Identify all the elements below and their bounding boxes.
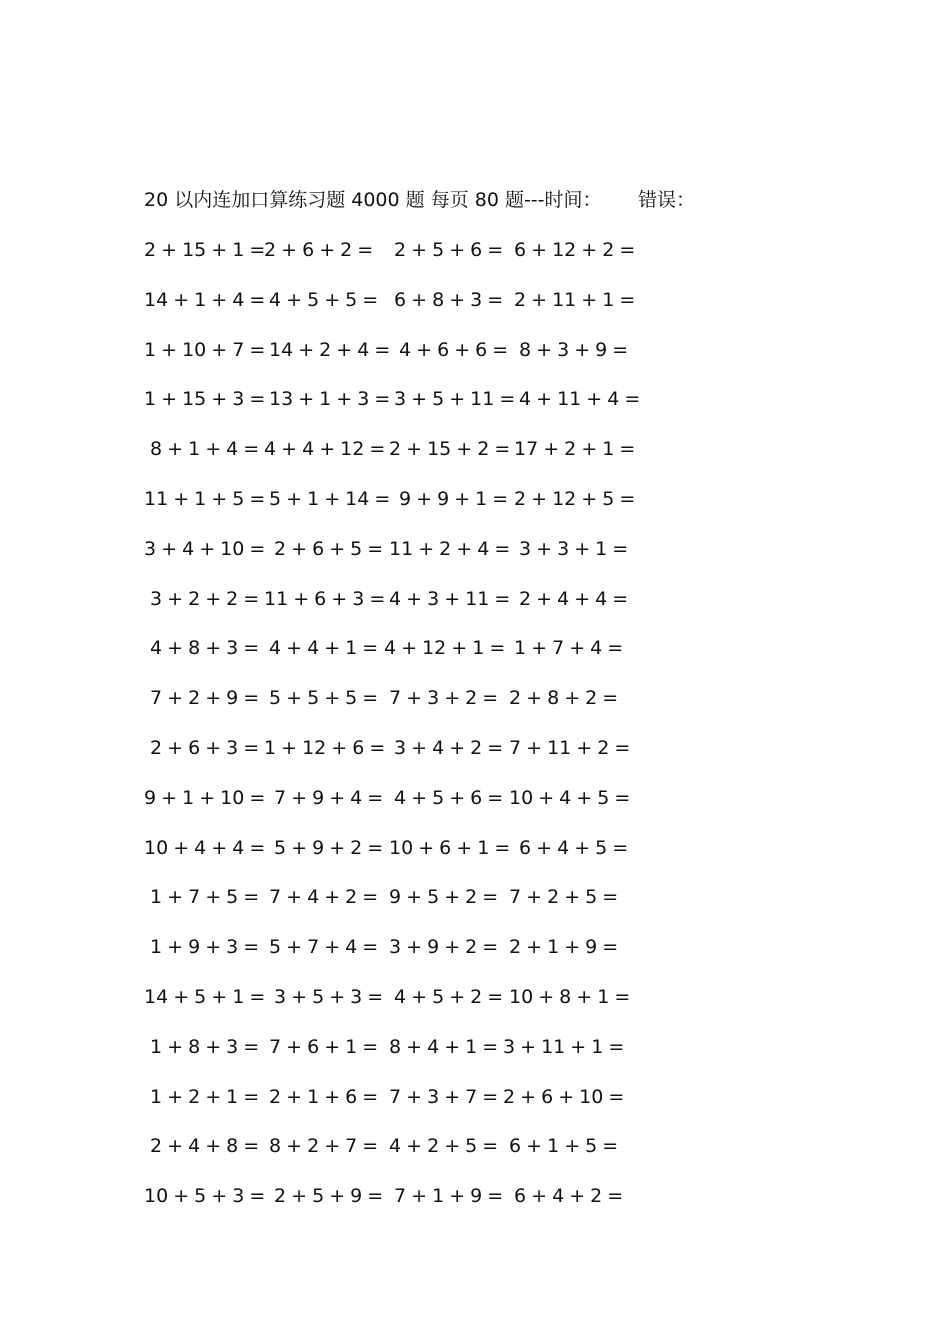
problem-cell: 2 + 5 + 9 = [274,1185,384,1208]
problem-row [144,285,664,335]
problem-row [144,733,664,783]
problem-cell: 4 + 3 + 11 = [389,587,511,610]
problem-row [144,434,664,484]
problem-cell: 7 + 1 + 9 = [394,1185,504,1208]
problem-row [144,833,664,883]
problem-cell: 3 + 2 + 2 = [150,587,260,610]
worksheet-title: 20 以内连加口算练习题 4000 题 每页 80 题---时间： [144,189,602,211]
problem-cell: 1 + 9 + 3 = [150,936,260,959]
problem-cell: 1 + 15 + 3 = [144,388,266,411]
problem-cell: 8 + 2 + 7 = [269,1135,379,1158]
problem-cell: 4 + 8 + 3 = [150,637,260,660]
problem-cell: 6 + 12 + 2 = [514,239,636,261]
problem-row [144,1181,664,1231]
problem-cell: 10 + 4 + 4 = [144,836,266,859]
problem-cell: 4 + 12 + 1 = [384,637,506,660]
problem-cell: 7 + 3 + 7 = [389,1085,499,1108]
problem-cell: 14 + 5 + 1 = [144,985,266,1008]
problem-cell: 4 + 5 + 6 = [394,786,504,809]
problem-cell: 3 + 4 + 2 = [394,736,504,759]
problem-row [144,683,664,733]
problem-cell: 6 + 8 + 3 = [394,288,504,311]
problem-cell: 10 + 4 + 5 = [509,786,631,809]
problem-row [144,534,664,584]
problem-cell: 7 + 2 + 9 = [150,687,260,710]
problem-cell: 3 + 5 + 11 = [394,388,516,411]
problem-cell: 2 + 6 + 3 = [150,736,260,759]
problem-row [144,384,664,434]
problem-cell: 8 + 1 + 4 = [150,438,260,461]
problem-row [144,882,664,932]
problem-cell: 3 + 4 + 10 = [144,537,266,560]
problem-cell: 6 + 4 + 5 = [519,836,629,859]
problem-cell: 1 + 8 + 3 = [150,1035,260,1058]
problem-row [144,982,664,1032]
problem-cell: 7 + 11 + 2 = [509,736,631,759]
problem-cell: 6 + 1 + 5 = [509,1135,619,1158]
problem-cell: 2 + 6 + 2 = [264,239,374,261]
problem-cell: 7 + 9 + 4 = [274,786,384,809]
problem-cell: 8 + 3 + 9 = [519,338,629,361]
problem-cell: 10 + 8 + 1 = [509,985,631,1008]
problem-cell: 1 + 7 + 5 = [150,886,260,909]
problem-cell: 2 + 1 + 6 = [269,1085,379,1108]
problem-cell: 4 + 4 + 1 = [269,637,379,660]
problem-cell: 13 + 1 + 3 = [269,388,391,411]
problem-cell: 8 + 4 + 1 = [389,1035,499,1058]
problem-cell: 2 + 15 + 2 = [389,438,511,461]
problem-cell: 3 + 5 + 3 = [274,985,384,1008]
problem-cell: 4 + 5 + 2 = [394,985,504,1008]
problem-cell: 5 + 9 + 2 = [274,836,384,859]
problem-row [144,335,664,385]
problem-cell: 4 + 4 + 12 = [264,438,386,461]
problem-cell: 3 + 11 + 1 = [503,1035,625,1058]
problem-cell: 2 + 12 + 5 = [514,487,636,510]
problem-cell: 2 + 8 + 2 = [509,687,619,710]
problem-cell: 11 + 1 + 5 = [144,487,266,510]
problem-cell: 2 + 15 + 1 = [144,239,266,261]
problem-row [144,484,664,534]
problem-cell: 4 + 11 + 4 = [519,388,641,411]
problem-cell: 4 + 2 + 5 = [389,1135,499,1158]
problem-cell: 3 + 3 + 1 = [519,537,629,560]
problem-cell: 5 + 7 + 4 = [269,936,379,959]
problem-cell: 2 + 6 + 10 = [503,1085,625,1108]
problem-cell: 4 + 6 + 6 = [399,338,509,361]
problem-cell: 14 + 2 + 4 = [269,338,391,361]
problem-row [144,1032,664,1082]
problem-cell: 10 + 6 + 1 = [389,836,511,859]
problem-cell: 2 + 11 + 1 = [514,288,636,311]
problem-row [144,783,664,833]
problem-cell: 7 + 6 + 1 = [269,1035,379,1058]
problem-cell: 9 + 1 + 10 = [144,786,266,809]
problem-cell: 7 + 2 + 5 = [509,886,619,909]
problem-cell: 2 + 1 + 9 = [509,936,619,959]
problem-cell: 2 + 5 + 6 = [394,239,504,261]
problem-row [144,235,664,285]
problem-cell: 11 + 2 + 4 = [389,537,511,560]
problem-cell: 5 + 1 + 14 = [269,487,391,510]
worksheet-header [144,186,696,214]
problem-cell: 1 + 7 + 4 = [514,637,624,660]
problem-cell: 9 + 5 + 2 = [389,886,499,909]
problem-cell: 9 + 9 + 1 = [399,487,509,510]
problem-cell: 1 + 12 + 6 = [264,736,386,759]
problem-cell: 3 + 9 + 2 = [389,936,499,959]
problem-cell: 10 + 5 + 3 = [144,1185,266,1208]
problem-cell: 2 + 4 + 8 = [150,1135,260,1158]
problem-cell: 17 + 2 + 1 = [514,438,636,461]
problem-row [144,633,664,683]
problem-cell: 1 + 10 + 7 = [144,338,266,361]
problem-cell: 14 + 1 + 4 = [144,288,266,311]
problem-grid [144,235,664,1231]
problem-cell: 4 + 5 + 5 = [269,288,379,311]
problem-cell: 5 + 5 + 5 = [269,687,379,710]
problem-cell: 1 + 2 + 1 = [150,1085,260,1108]
problem-cell: 6 + 4 + 2 = [514,1185,624,1208]
problem-cell: 2 + 4 + 4 = [519,587,629,610]
problem-row [144,932,664,982]
problem-cell: 7 + 3 + 2 = [389,687,499,710]
problem-cell: 2 + 6 + 5 = [274,537,384,560]
problem-row [144,1082,664,1132]
problem-row [144,1131,664,1181]
problem-cell: 11 + 6 + 3 = [264,587,386,610]
problem-cell: 7 + 4 + 2 = [269,886,379,909]
errors-label: 错误： [638,189,696,211]
problem-row [144,584,664,634]
